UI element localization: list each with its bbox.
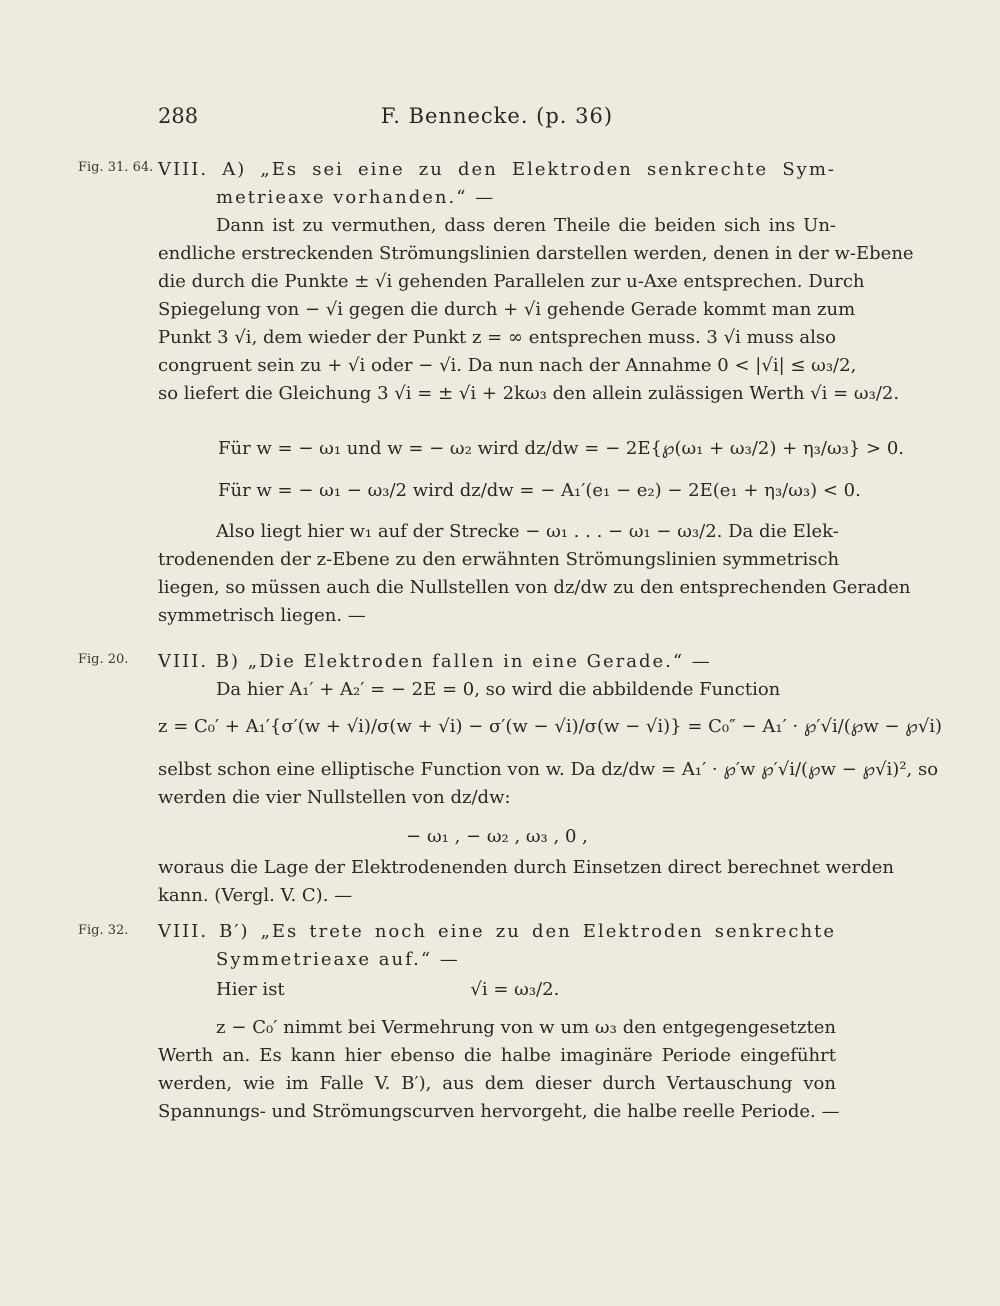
text-line: so liefert die Gleichung 3 √i = ± √i + 2kω₃ den allein zulässigen Werth √i = ω₃/2. xyxy=(158,383,900,404)
equation-nullstellen: − ω₁ , − ω₂ , ω₃ , 0 , xyxy=(406,826,588,847)
section-viii-a-paragraph-2 xyxy=(158,518,911,630)
text-line: Werth an. Es kann hier ebenso die halbe imaginäre Periode eingeführt xyxy=(158,1045,836,1066)
section-viii-b-prime-paragraph xyxy=(158,1014,840,1126)
text-line: woraus die Lage der Elektrodenenden durch Einsetzen direct berechnet werden xyxy=(158,857,894,878)
text-line: kann. (Vergl. V. C). — xyxy=(158,885,353,906)
section-viii-b-paragraph-1 xyxy=(158,676,836,704)
text-line: Dann ist zu vermuthen, dass deren Theile die beiden sich ins Un- xyxy=(216,215,836,236)
text-line: trodenenden der z-Ebene zu den erwähnten Strömungslinien symmetrisch xyxy=(158,549,840,570)
text-line: liegen, so müssen auch die Nullstellen von dz/dw zu den entsprechenden Geraden xyxy=(158,577,911,598)
margin-note-fig-32: Fig. 32. xyxy=(78,923,129,938)
text-line: werden die vier Nullstellen von dz/dw: xyxy=(158,787,511,808)
section-viii-a-paragraph-1 xyxy=(158,212,914,408)
text-line: werden, wie im Falle V. B′), aus dem dieser durch Vertauschung von xyxy=(158,1073,836,1094)
heading-line: metrieaxe vorhanden.“ — xyxy=(216,187,496,208)
text-line: die durch die Punkte ± √i gehenden Parallelen zur u-Axe entsprechen. Durch xyxy=(158,271,865,292)
running-title: F. Bennecke. (p. 36) xyxy=(380,104,614,128)
section-viii-b-heading xyxy=(158,648,836,676)
text-line: congruent sein zu + √i oder − √i. Da nun nach der Annahme 0 < |√i| ≤ ω₃/2, xyxy=(158,355,857,376)
text-line: z − C₀′ nimmt bei Vermehrung von w um ω₃ den entgegengesetzten xyxy=(216,1017,836,1038)
margin-note-fig-31-64: Fig. 31. 64. xyxy=(78,160,154,175)
equation-fuer-w-2: Für w = − ω₁ − ω₃/2 wird dz/dw = − A₁′(e₁ − e₂) − 2E(e₁ + η₃/ω₃) < 0. xyxy=(218,480,861,501)
text-line: Punkt 3 √i, dem wieder der Punkt z = ∞ entsprechen muss. 3 √i muss also xyxy=(158,327,836,348)
section-viii-b-prime-hier-ist xyxy=(158,976,836,1004)
text-line: Da hier A₁′ + A₂′ = − 2E = 0, so wird die abbildende Function xyxy=(216,679,781,700)
section-viii-b-paragraph-2 xyxy=(158,756,939,812)
equation-abbildende-function: z = C₀′ + A₁′{σ′(w + √i)/σ(w + √i) − σ′(w − √i)/σ(w − √i)} = C₀″ − A₁′ · ℘′√i/(℘w − ℘√i) xyxy=(158,716,943,737)
section-viii-b-paragraph-3 xyxy=(158,854,894,910)
text-line: Spiegelung von − √i gegen die durch + √i gehende Gerade kommt man zum xyxy=(158,299,856,320)
heading-line: VIII. A) „Es sei eine zu den Elektroden senkrechte Sym- xyxy=(158,159,836,180)
page-number: 288 xyxy=(158,104,199,128)
section-viii-b-prime-heading xyxy=(158,918,836,974)
text-line xyxy=(158,976,836,1004)
text-line: symmetrisch liegen. — xyxy=(158,605,366,626)
page-header xyxy=(158,104,836,138)
hier-ist-label: Hier ist xyxy=(216,979,285,1000)
text-line: selbst schon eine elliptische Function von w. Da dz/dw = A₁′ · ℘′w ℘′√i/(℘w − ℘√i)², so xyxy=(158,759,939,780)
margin-note-fig-20: Fig. 20. xyxy=(78,652,129,667)
text-line: Spannungs- und Strömungscurven hervorgeht, die halbe reelle Periode. — xyxy=(158,1101,840,1122)
text-line: endliche erstreckenden Strömungslinien darstellen werden, denen in der w-Ebene xyxy=(158,243,914,264)
section-viii-a-heading xyxy=(158,156,836,212)
heading-line: VIII. B) „Die Elektroden fallen in eine Gerade.“ — xyxy=(158,651,712,672)
text-line: Also liegt hier w₁ auf der Strecke − ω₁ . . . − ω₁ − ω₃/2. Da die Elek- xyxy=(216,521,839,542)
heading-line: VIII. B′) „Es trete noch eine zu den Elektroden senkrechte xyxy=(158,921,836,942)
hier-ist-equation: √i = ω₃/2. xyxy=(470,979,560,1000)
heading-line: Symmetrieaxe auf.“ — xyxy=(216,949,460,970)
equation-fuer-w-1: Für w = − ω₁ und w = − ω₂ wird dz/dw = − 2E{℘(ω₁ + ω₃/2) + η₃/ω₃} > 0. xyxy=(218,438,904,459)
